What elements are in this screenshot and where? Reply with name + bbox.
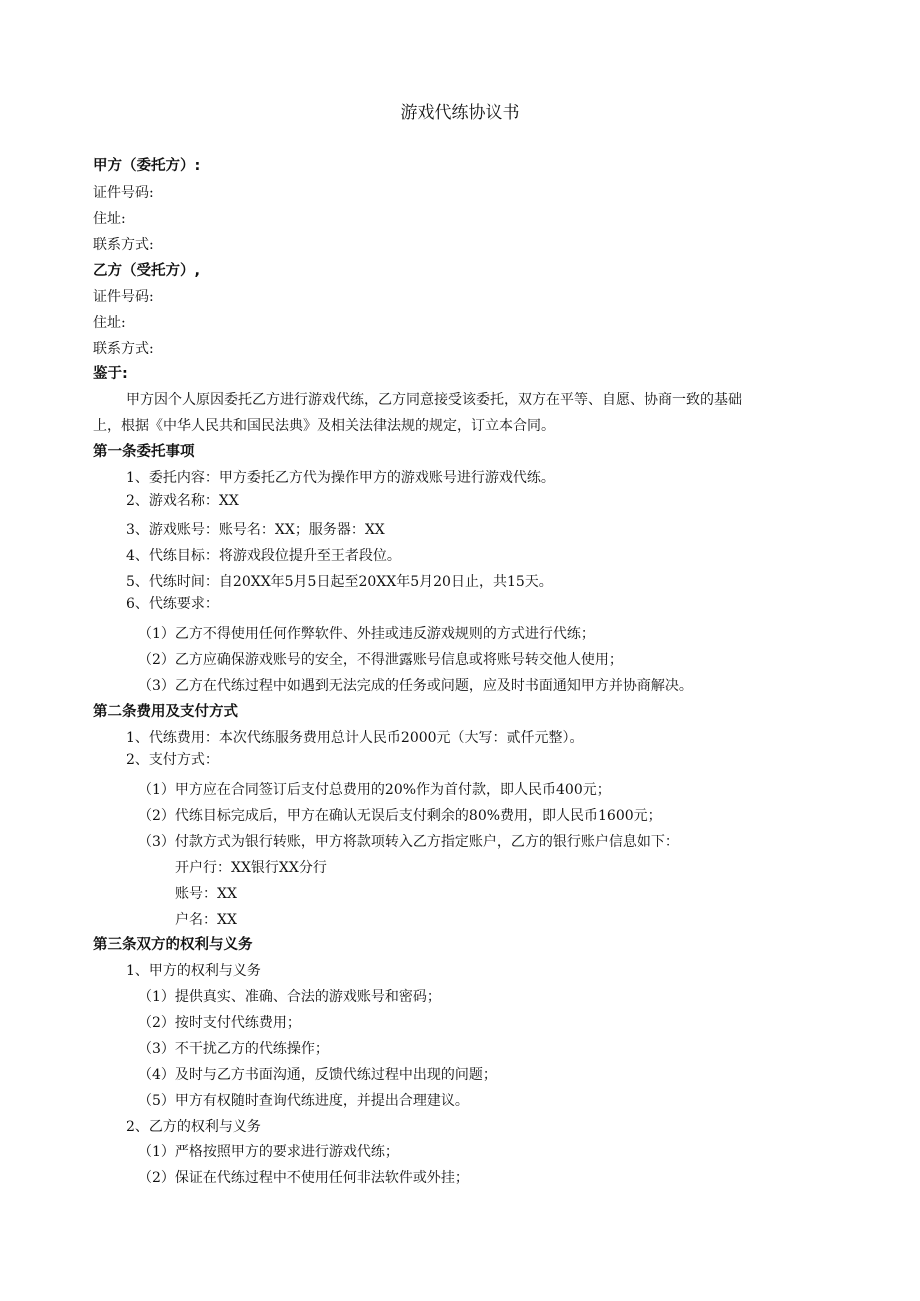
article-2-payment: （2）代练目标完成后，甲方在确认无误后支付剩余的80%费用，即人民币1600元； [138, 808, 662, 824]
bank-name-line: 开户行：XX银行XX分行 [175, 860, 327, 876]
party-b-id-label: 证件号码: [93, 289, 154, 305]
article-1-item: 4、代练目标：将游戏段位提升至王者段位。 [126, 548, 401, 564]
party-a-rights-item: （4）及时与乙方书面沟通，反馈代练过程中出现的问题； [138, 1067, 497, 1083]
article-1-requirement: （1）乙方不得使用任何作弊软件、外挂或违反游戏规则的方式进行代练； [138, 626, 595, 642]
party-a-rights-title: 1、甲方的权利与义务 [126, 963, 261, 979]
party-a-id-label: 证件号码: [93, 185, 154, 201]
recitals-heading: 鉴于: [93, 366, 128, 382]
recitals-line-1: 甲方因个人原因委托乙方进行游戏代练，乙方同意接受该委托，双方在平等、自愿、协商一致的基础 [126, 392, 742, 408]
article-1-heading: 第一条委托事项 [93, 444, 195, 460]
article-2-item: 2、支付方式： [126, 752, 219, 768]
party-b-address-label: 住址: [93, 315, 126, 331]
party-a-rights-item: （3）不干扰乙方的代练操作； [138, 1041, 329, 1057]
document-title: 游戏代练协议书 [400, 103, 520, 123]
article-1-item: 3、游戏账号：账号名：XX；服务器：XX [126, 522, 385, 538]
party-a-heading: 甲方（委托方）: [93, 158, 201, 174]
article-1-item: 1、委托内容：甲方委托乙方代为操作甲方的游戏账号进行游戏代练。 [126, 470, 555, 486]
party-b-rights-item: （1）严格按照甲方的要求进行游戏代练； [138, 1144, 399, 1160]
article-1-item: 2、游戏名称：XX [126, 493, 239, 509]
recitals-line-2: 上，根据《中华人民共和国民法典》及相关法律法规的规定，订立本合同。 [93, 418, 555, 434]
article-1-item: 6、代练要求： [126, 596, 219, 612]
party-b-heading: 乙方（受托方）, [93, 263, 201, 279]
party-b-rights-item: （2）保证在代练过程中不使用任何非法软件或外挂； [138, 1170, 469, 1186]
article-2-payment: （1）甲方应在合同签订后支付总费用的20%作为首付款，即人民币400元； [138, 782, 611, 798]
party-b-rights-title: 2、乙方的权利与义务 [126, 1119, 261, 1135]
article-1-item: 5、代练时间：自20XX年5月5日起至20XX年5月20日止，共15天。 [126, 574, 553, 590]
article-3-heading: 第三条双方的权利与义务 [93, 937, 253, 953]
party-a-rights-item: （2）按时支付代练费用； [138, 1015, 301, 1031]
article-1-requirement: （2）乙方应确保游戏账号的安全，不得泄露账号信息或将账号转交他人使用； [138, 652, 623, 668]
party-b-contact-label: 联系方式: [93, 341, 154, 357]
party-a-rights-item: （5）甲方有权随时查询代练进度，并提出合理建议。 [138, 1093, 469, 1109]
article-1-requirement: （3）乙方在代练过程中如遇到无法完成的任务或问题，应及时书面通知甲方并协商解决。 [138, 678, 693, 694]
party-a-contact-label: 联系方式: [93, 237, 154, 253]
article-2-item: 1、代练费用：本次代练服务费用总计人民币2000元（大写：贰仟元整）。 [126, 730, 584, 746]
article-2-payment: （3）付款方式为银行转账，甲方将款项转入乙方指定账户，乙方的银行账户信息如下： [138, 834, 679, 850]
article-2-heading: 第二条费用及支付方式 [93, 704, 238, 720]
party-a-address-label: 住址: [93, 211, 126, 227]
party-a-rights-item: （1）提供真实、准确、合法的游戏账号和密码； [138, 989, 441, 1005]
bank-holder-line: 户名：XX [175, 912, 237, 928]
bank-account-line: 账号：XX [175, 886, 237, 902]
